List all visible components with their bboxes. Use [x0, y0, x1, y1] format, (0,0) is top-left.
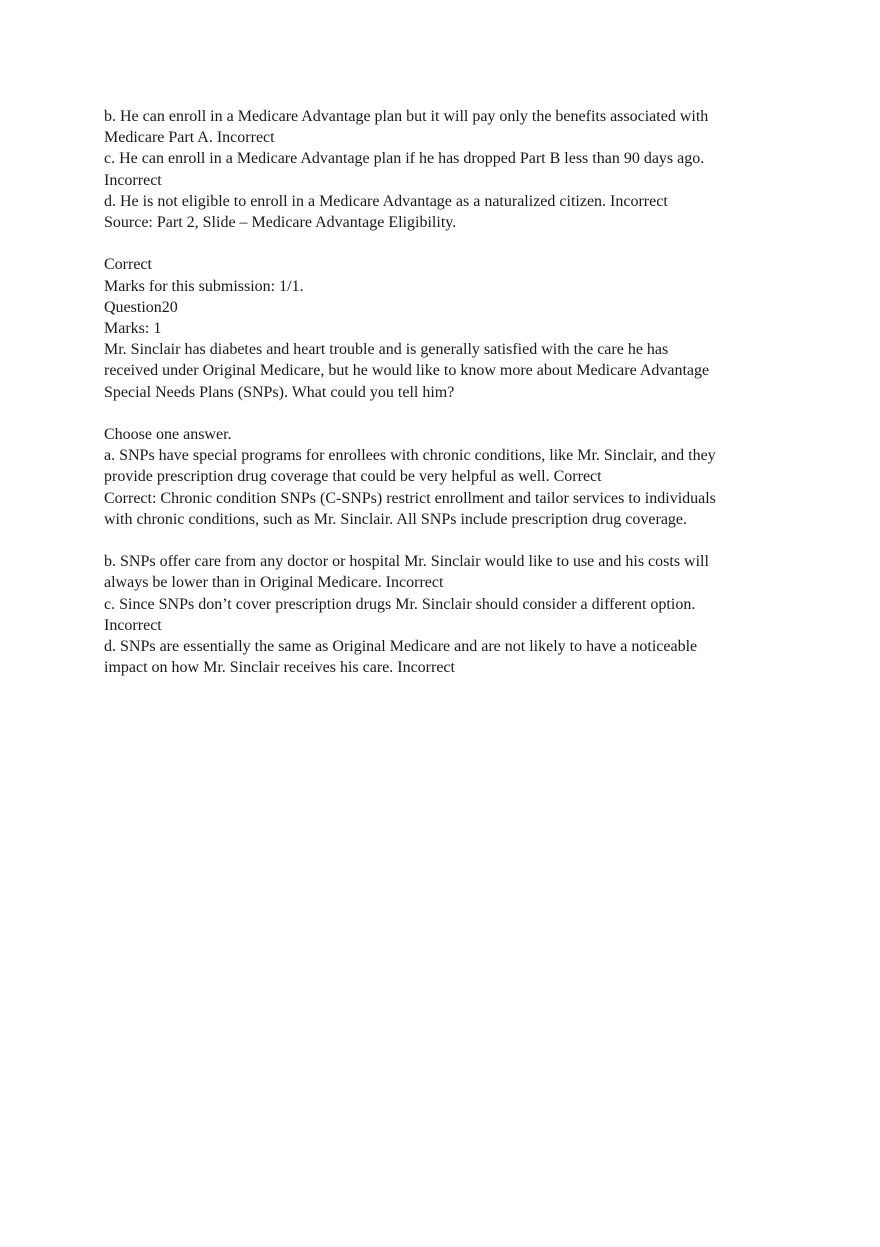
answer-instruction: Choose one answer. — [104, 426, 232, 444]
spacer — [104, 403, 776, 424]
prev-option-c — [104, 148, 776, 190]
document-body — [104, 106, 776, 678]
answer-feedback — [104, 488, 776, 530]
option-d — [104, 636, 776, 678]
option-a — [104, 445, 776, 487]
text-line: c. He can enroll in a Medicare Advantage plan if he has dropped Part B less than 90 days ago. — [104, 150, 705, 168]
text-line: impact on how Mr. Sinclair receives his care. Incorrect — [104, 659, 455, 677]
text-line: with chronic conditions, such as Mr. Sinclair. All SNPs include prescription drug coverage. — [104, 510, 688, 528]
text-line: always be lower than in Original Medicare. Incorrect — [104, 574, 444, 592]
option-b — [104, 551, 776, 593]
prev-option-b — [104, 106, 776, 148]
question-marks: Marks: 1 — [104, 320, 162, 338]
result-status: Correct — [104, 256, 152, 274]
question-label: Question20 — [104, 298, 178, 316]
text-line: d. He is not eligible to enroll in a Medicare Advantage as a naturalized citizen. Incorrect — [104, 192, 668, 210]
spacer — [104, 530, 776, 551]
text-line: Correct: Chronic condition SNPs (C-SNPs) restrict enrollment and tailor services to individuals — [104, 489, 716, 507]
spacer — [104, 233, 776, 254]
text-line: provide prescription drug coverage that could be very helpful as well. Correct — [104, 468, 602, 486]
text-line: Special Needs Plans (SNPs). What could you tell him? — [104, 383, 455, 401]
option-c — [104, 594, 776, 636]
question-prompt — [104, 339, 776, 403]
text-line: received under Original Medicare, but he would like to know more about Medicare Advantage — [104, 362, 710, 380]
text-line: c. Since SNPs don’t cover prescription drugs Mr. Sinclair should consider a different option. — [104, 595, 696, 613]
source-line: Source: Part 2, Slide – Medicare Advantage Eligibility. — [104, 214, 457, 232]
text-line: b. SNPs offer care from any doctor or hospital Mr. Sinclair would like to use and his costs will — [104, 553, 709, 571]
text-line: a. SNPs have special programs for enrollees with chronic conditions, like Mr. Sinclair, and they — [104, 447, 716, 465]
text-line: Mr. Sinclair has diabetes and heart trouble and is generally satisfied with the care he has — [104, 341, 669, 359]
text-line: d. SNPs are essentially the same as Original Medicare and are not likely to have a noticeable — [104, 638, 698, 656]
prev-option-d — [104, 191, 776, 212]
text-line: Medicare Part A. Incorrect — [104, 129, 275, 147]
text-line: b. He can enroll in a Medicare Advantage plan but it will pay only the benefits associated with — [104, 108, 709, 125]
text-line: Incorrect — [104, 616, 162, 634]
text-line: Incorrect — [104, 171, 162, 189]
marks-submission: Marks for this submission: 1/1. — [104, 277, 304, 295]
